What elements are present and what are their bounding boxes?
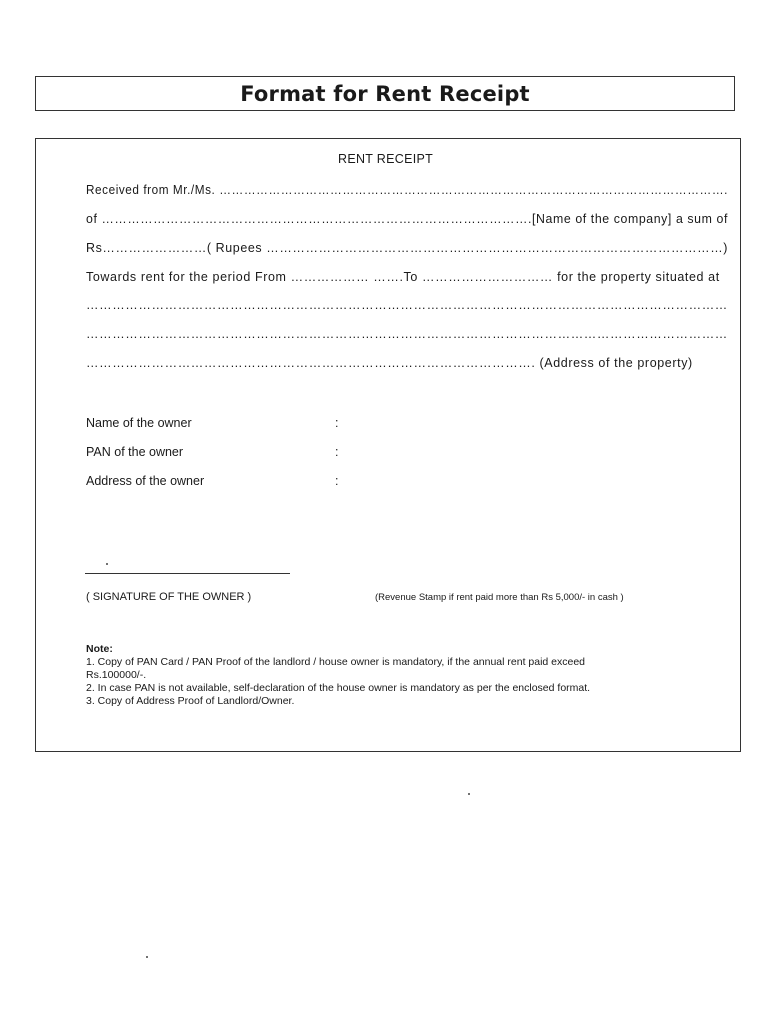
document-title-box: [35, 76, 735, 111]
scan-speck: [146, 956, 148, 958]
note-item-1: 1. Copy of PAN Card / PAN Proof of the landlord / house owner is mandatory, if the annual rent paid exceed: [86, 656, 586, 668]
note-item-1-continued: Rs.100000/-.: [86, 669, 147, 681]
revenue-stamp-note: (Revenue Stamp if rent paid more than Rs 5,000/- in cash ): [375, 592, 624, 603]
owner-name-colon: :: [335, 416, 339, 430]
owner-pan-colon: :: [335, 445, 339, 459]
owner-name-label: Name of the owner: [86, 416, 192, 430]
note-item-3: 3. Copy of Address Proof of Landlord/Owner.: [86, 695, 295, 707]
scan-speck: [468, 793, 470, 795]
address-line-1: …………………………………………………………………………………………………………………………………: [86, 298, 728, 312]
receipt-heading: RENT RECEIPT: [338, 152, 434, 166]
period-line: Towards rent for the period From ……………… …….To ………………………… for the property situated at: [86, 270, 720, 284]
document-title: Format for Rent Receipt: [240, 82, 530, 106]
signature-label: ( SIGNATURE OF THE OWNER ): [86, 591, 252, 603]
scan-speck: [106, 563, 108, 565]
note-item-2: 2. In case PAN is not available, self-declaration of the house owner is mandatory as per the enclosed format.: [86, 682, 591, 694]
received-from-line: Received from Mr./Ms. …………………………………………………………………………………………………………….: [86, 183, 728, 197]
owner-pan-label: PAN of the owner: [86, 445, 184, 459]
owner-address-label: Address of the owner: [86, 474, 205, 488]
address-line-2: …………………………………………………………………………………………………………………………………: [86, 327, 728, 341]
owner-address-colon: :: [335, 474, 339, 488]
amount-line: Rs……………………( Rupees ……………………………………………………………………………………………): [86, 241, 729, 255]
signature-line: [85, 573, 290, 574]
notes-heading: Note:: [86, 643, 113, 655]
company-line: of ……………………………………………………………………………………….[Name of the company] a sum of: [86, 212, 728, 226]
address-line-3: …………………………………………………………………………………………. (Address of the property): [86, 356, 693, 370]
